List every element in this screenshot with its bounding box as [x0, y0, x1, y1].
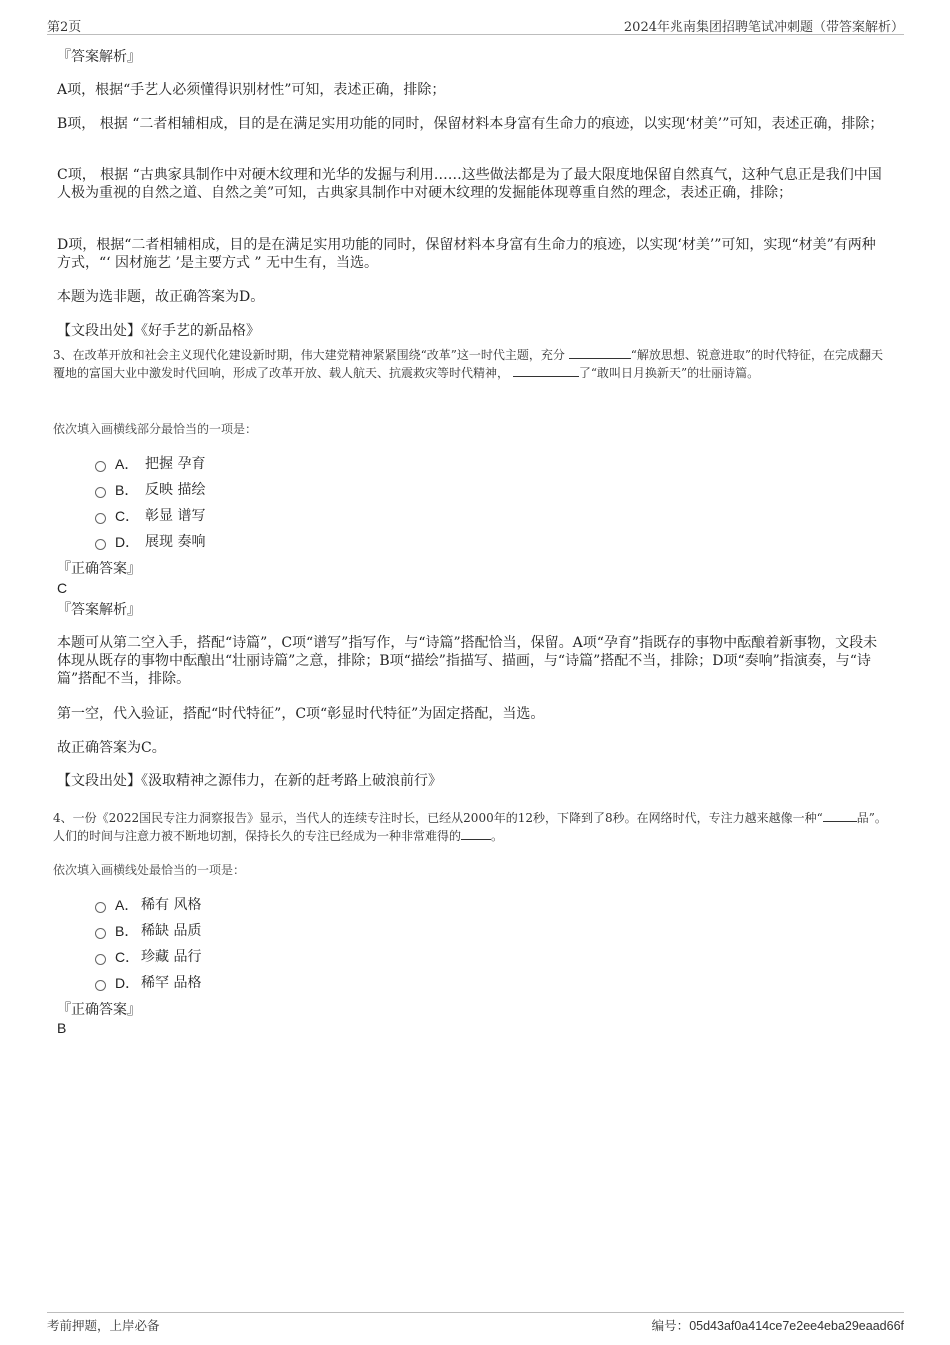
- radio-icon[interactable]: [95, 902, 106, 913]
- source-reference: 【文段出处】《好手艺的新品格》: [57, 323, 260, 339]
- analysis-conclusion: 本题为选非题，故正确答案为D。: [57, 289, 265, 305]
- radio-icon[interactable]: [95, 980, 106, 991]
- source-reference: 【文段出处】《汲取精神之源伟力，在新的赶考路上破浪前行》: [57, 773, 442, 789]
- page-footer: [47, 1312, 904, 1334]
- answer-blank: [513, 364, 579, 377]
- correct-answer-label: 『正确答案』: [57, 561, 141, 577]
- option-c[interactable]: C． 珍藏 品行: [95, 947, 201, 967]
- option-d[interactable]: D． 展现 奏响: [95, 532, 205, 552]
- question-3-text: 3、在改革开放和社会主义现代化建设新时期，伟大建党精神紧紧围绕“改革”这一时代主题，充分 “解放思想、锐意进取”的时代特征，在完成翻天覆地的富国大业中激发时代回响，形成了改革开放、载人航天、抗震救灾等时代精神， 了“敢叫日月换新天”的壮丽诗篇。: [53, 348, 884, 380]
- analysis-para-2: 第一空，代入验证，搭配“时代特征”，C项“彰显时代特征”为固定搭配，当选。: [57, 706, 545, 722]
- analysis-label: 『答案解析』: [57, 49, 141, 65]
- analysis-para-b: B项， 根据 “二者相辅相成，目的是在满足实用功能的同时，保留材料本身富有生命力的痕迹，以实现‘材美’”可知，表述正确，排除；: [57, 116, 884, 132]
- correct-answer-label: 『正确答案』: [57, 1002, 141, 1018]
- option-d[interactable]: D． 稀罕 品格: [95, 973, 201, 993]
- correct-answer: B: [57, 1020, 67, 1036]
- question-4-text: 4、一份《2022国民专注力洞察报告》显示，当代人的连续专注时长，已经从2000年的12秒，下降到了8秒。在网络时代，专注力越来越像一种“ 品”。人们的时间与注意力被不断地切割，保持长久的专注已经成为一种非常难得的 。: [53, 811, 887, 843]
- question-3-instruction: 依次填入画横线部分最恰当的一项是：: [53, 422, 258, 436]
- page-header: [47, 14, 904, 35]
- answer-blank: [823, 809, 857, 822]
- option-b[interactable]: B． 稀缺 品质: [95, 921, 201, 941]
- question-4-instruction: 依次填入画横线处最恰当的一项是：: [53, 863, 246, 877]
- option-c[interactable]: C． 彰显 谱写: [95, 506, 205, 526]
- radio-icon[interactable]: [95, 954, 106, 965]
- document-code: 编号：05d43af0a414ce7e2ee4eba29eaad66f: [651, 1318, 904, 1333]
- analysis-conclusion: 故正确答案为C。: [57, 740, 166, 756]
- analysis-para-d: D项，根据“二者相辅相成，目的是在满足实用功能的同时，保留材料本身富有生命力的痕迹，以实现‘材美’”可知，实现“材美”有两种方式，“‘ 因材施艺 ’是主要方式 ” 无中生有，当选。: [57, 237, 876, 271]
- document-title: 2024年兆南集团招聘笔试冲刺题（带答案解析）: [623, 20, 904, 35]
- radio-icon[interactable]: [95, 461, 106, 472]
- analysis-para-c: C项， 根据 “古典家具制作中对硬木纹理和光华的发掘与利用……这些做法都是为了最大限度地保留自然真气，这种气息正是我们中国人极为重视的自然之道、自然之美”可知，古典家具制作中对硬木纹理的发掘能体现尊重自然的理念，表述正确，排除；: [57, 167, 882, 201]
- radio-icon[interactable]: [95, 513, 106, 524]
- footer-slogan: 考前押题，上岸必备: [47, 1318, 160, 1333]
- radio-icon[interactable]: [95, 539, 106, 550]
- page-number: 第2页: [47, 20, 82, 35]
- analysis-para-a: A项，根据“手艺人必须懂得识别材性”可知，表述正确，排除；: [57, 82, 446, 98]
- analysis-label: 『答案解析』: [57, 602, 141, 618]
- option-a[interactable]: A． 稀有 风格: [95, 895, 201, 915]
- answer-blank: [569, 346, 631, 359]
- option-a[interactable]: A． 把握 孕育: [95, 454, 205, 474]
- answer-blank: [461, 827, 491, 840]
- correct-answer: C: [57, 580, 68, 596]
- analysis-para-1: 本题可从第二空入手，搭配“诗篇”，C项“谱写”指写作，与“诗篇”搭配恰当，保留。A项“孕育”指既存的事物中酝酿着新事物，文段未体现从既存的事物中酝酿出“壮丽诗篇”之意，排除；B项“描绘”指描写、描画，与“诗篇”搭配不当，排除；D项“奏响”指演奏，与“诗篇”搭配不当，排除。: [57, 635, 878, 687]
- radio-icon[interactable]: [95, 487, 106, 498]
- radio-icon[interactable]: [95, 928, 106, 939]
- option-b[interactable]: B． 反映 描绘: [95, 480, 205, 500]
